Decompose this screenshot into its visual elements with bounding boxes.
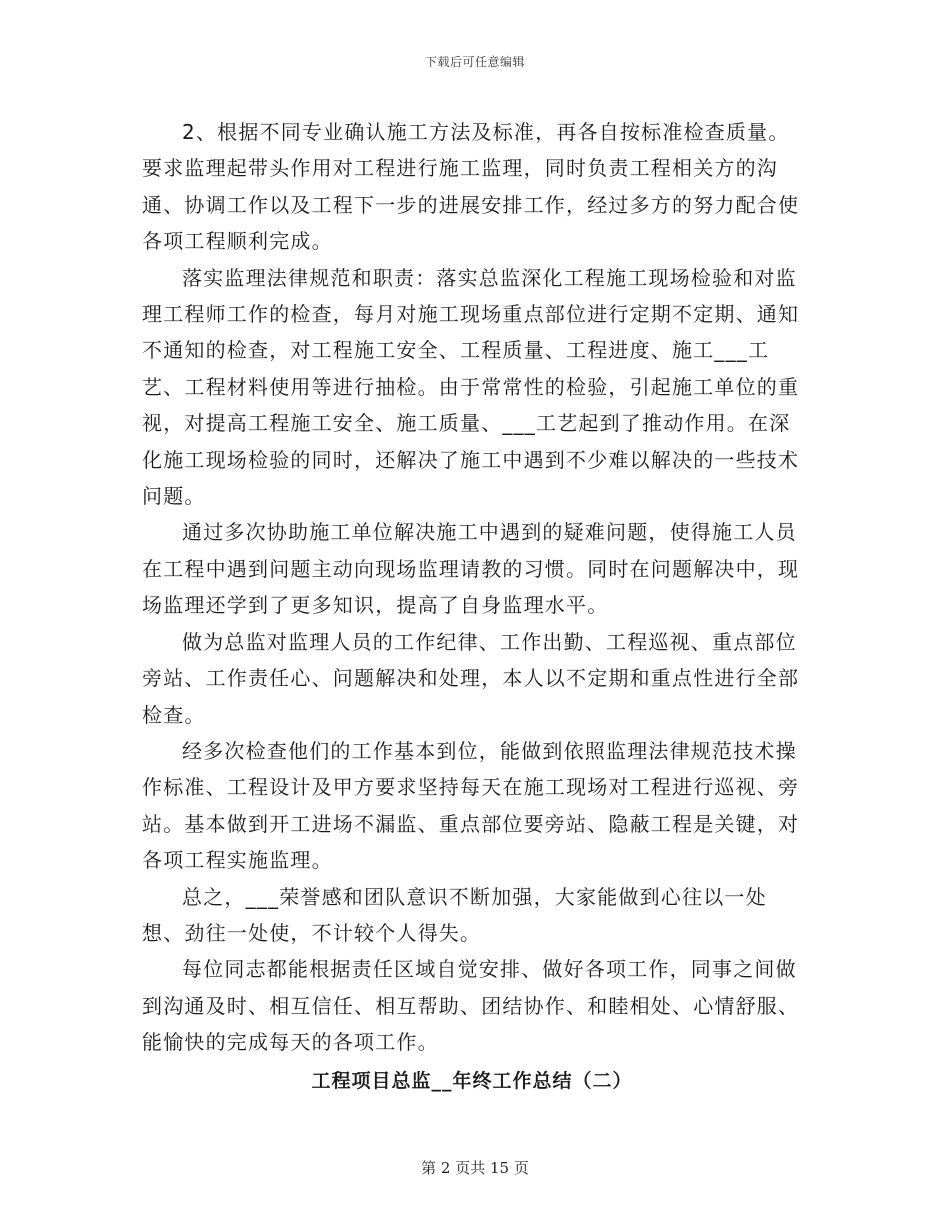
paragraph-1: 2、根据不同专业确认施工方法及标准，再各自按标准检查质量。要求监理起带头作用对工程进行施工监理，同时负责工程相关方的沟通、协调工作以及工程下一步的进展安排工作，经过多方的努力配合使各项工程顺利完成。	[142, 120, 800, 254]
section-title: 工程项目总监__年终工作总结（二）	[311, 1069, 633, 1092]
paragraph-7: 每位同志都能根据责任区域自觉安排、做好各项工作，同事之间做到沟通及时、相互信任、相互帮助、团结协作、和睦相处、心情舒服、能愉快的完成每天的各项工作。	[142, 957, 800, 1055]
paragraph-4: 做为总监对监理人员的工作纪律、工作出勤、工程巡视、重点部位旁站、工作责任心、问题解决和处理，本人以不定期和重点性进行全部检查。	[142, 629, 800, 727]
paragraph-6: 总之，___荣誉感和团队意识不断加强，大家能做到心往以一处想、劲往一处使，不计较个人得失。	[142, 884, 767, 945]
paragraph-2: 落实监理法律规范和职责：落实总监深化工程施工现场检验和对监理工程师工作的检查，每月对施工现场重点部位进行定期不定期、通知不通知的检查，对工程施工安全、工程质量、工程进度、施工___工艺、工程材料使用等进行抽检。由于常常性的检验，引起施工单位的重视，对提高工程施工安全、施工质量、___工艺起到了推动作用。在深化施工现场检验的同时，还解决了施工中遇到不少难以解决的一些技术问题。	[142, 265, 800, 509]
paragraph-3: 通过多次协助施工单位解决施工中遇到的疑难问题，使得施工人员在工程中遇到问题主动向现场监理请教的习惯。同时在问题解决中，现场监理还学到了更多知识，提高了自身监理水平。	[142, 520, 800, 618]
document-body	[142, 114, 802, 1099]
paragraph-5: 经多次检查他们的工作基本到位，能做到依照监理法律规范技术操作标准、工程设计及甲方要求坚持每天在施工现场对工程进行巡视、旁站。基本做到开工进场不漏监、重点部位要旁站、隐蔽工程是关键，对各项工程实施监理。	[142, 738, 800, 873]
page-number: 第 2 页共 15 页	[421, 1159, 529, 1177]
header-note: 下载后可任意编辑	[424, 55, 525, 69]
